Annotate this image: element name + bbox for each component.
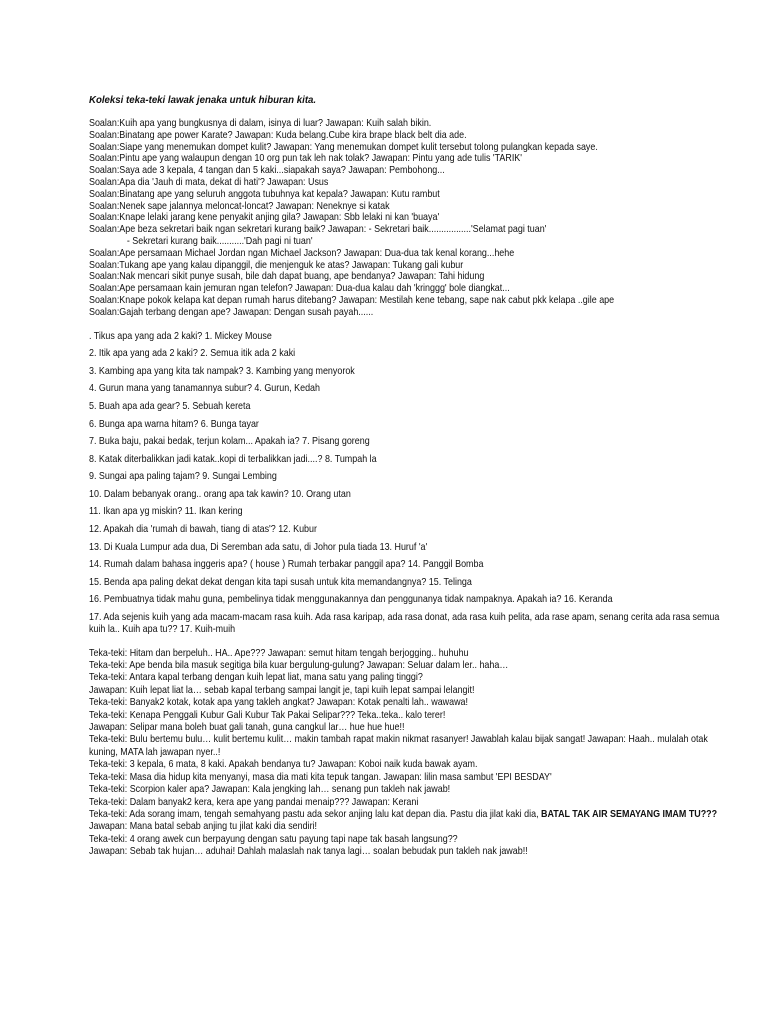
soalan-line: Soalan:Tukang ape yang kalau dipanggil, die menjenguk ke atas? Jawapan: Tukang gali kubur bbox=[89, 259, 464, 271]
numbered-item: 17. Ada sejenis kuih yang ada macam-macam rasa kuih. Ada rasa karipap, ada rasa donat, ada rasa kuih pelita, ada rase apam, senang cerita ada rasa semua kuih la.. Kuih apa tu?? 17. Kuih-muih bbox=[89, 612, 720, 636]
document-title: Koleksi teka-teki lawak jenaka untuk hiburan kita. bbox=[89, 94, 317, 106]
soalan-line: Soalan:Siape yang menemukan dompet kulit? Jawapan: Yang menemukan dompet kulit tersebut tolong pulangkan kepada saye. bbox=[89, 141, 598, 153]
numbered-item: 3. Kambing apa yang kita tak nampak? 3. Kambing yang menyorok bbox=[89, 365, 355, 377]
soalan-line: Soalan:Saya ade 3 kepala, 4 tangan dan 5 kaki...siapakah saya? Jawapan: Pembohong... bbox=[89, 165, 445, 177]
tekateki-line: Teka-teki: Dalam banyak2 kera, kera ape yang pandai menaip??? Jawapan: Kerani bbox=[89, 796, 419, 808]
tekateki-line: Teka-teki: 3 kepala, 6 mata, 8 kaki. Apakah bendanya tu? Jawapan: Koboi naik kuda bawak ayam. bbox=[89, 759, 478, 771]
soalan-line: Soalan:Pintu ape yang walaupun dengan 10 org pun tak leh nak tolak? Jawapan: Pintu yang ade tulis 'TARIK' bbox=[89, 153, 522, 165]
tekateki-text: Teka-teki: Ada sorang imam, tengah semahyang pastu ada sekor anjing lalu kat depan dia. Pastu dia jilat kaki dia, bbox=[89, 808, 542, 820]
numbered-item: 4. Gurun mana yang tanamannya subur? 4. Gurun, Kedah bbox=[89, 383, 321, 395]
numbered-item: 12. Apakah dia 'rumah di bawah, tiang di atas'? 12. Kubur bbox=[89, 524, 317, 536]
numbered-item: 13. Di Kuala Lumpur ada dua, Di Seremban ada satu, di Johor pula tiada 13. Huruf 'a' bbox=[89, 541, 428, 553]
tekateki-section bbox=[89, 648, 728, 859]
tekateki-line: Jawapan: Sebab tak hujan… aduhai! Dahlah malaslah nak tanya lagi… soalan bebudak pun takleh nak jawab!! bbox=[89, 846, 528, 858]
soalan-line: Soalan:Binatang ape yang seluruh anggota tubuhnya kat kepala? Jawapan: Kutu rambut bbox=[89, 188, 440, 200]
soalan-line: Soalan:Nenek sape jalannya meloncat-loncat? Jawapan: Neneknye si katak bbox=[89, 200, 390, 212]
numbered-section bbox=[89, 331, 728, 637]
soalan-line: Soalan:Nak mencari sikit punye susah, bile dah dapat buang, ape bendanya? Jawapan: Tahi hidung bbox=[89, 271, 485, 283]
tekateki-line: Teka-teki: Scorpion kaler apa? Jawapan: Kala jengking lah… senang pun takleh nak jawab! bbox=[89, 784, 451, 796]
soalan-line: Soalan:Ape persamaan kain jemuran ngan telefon? Jawapan: Dua-dua kalau dah 'kringgg' bole diangkat... bbox=[89, 283, 510, 295]
tekateki-line: Teka-teki: Masa dia hidup kita menyanyi, masa dia mati kita tepuk tangan. Jawapan: lilin masa sambut 'EPI BESDAY' bbox=[89, 771, 552, 783]
soalan-line: Soalan:Apa dia 'Jauh di mata, dekat di hati'? Jawapan: Usus bbox=[89, 176, 329, 188]
tekateki-answer: Jawapan: Mana batal sebab anjing tu jilat kaki dia sendiri! bbox=[89, 821, 318, 833]
tekateki-line: Teka-teki: Kenapa Penggali Kubur Gali Kubur Tak Pakai Selipar??? Teka..teka.. kalo terer! bbox=[89, 709, 446, 721]
tekateki-line: Jawapan: Selipar mana boleh buat gali tanah, guna cangkul lar… hue hue hue!! bbox=[89, 722, 405, 734]
tekateki-line: Teka-teki: Banyak2 kotak, kotak apa yang takleh angkat? Jawapan: Kotak penalti lah.. wawawa! bbox=[89, 697, 469, 709]
numbered-item: 8. Katak diterbalikkan jadi katak..kopi di terbalikkan jadi....? 8. Tumpah la bbox=[89, 453, 377, 465]
tekateki-line-imam bbox=[89, 809, 722, 834]
tekateki-line: Jawapan: Kuih lepat liat la… sebab kapal terbang sampai langit je, tapi kuih lepat sampai lelangit! bbox=[89, 684, 475, 696]
soalan-line: Soalan:Kuih apa yang bungkusnya di dalam, isinya di luar? Jawapan: Kuih salah bikin. bbox=[89, 118, 432, 129]
numbered-item: 10. Dalam bebanyak orang.. orang apa tak kawin? 10. Orang utan bbox=[89, 488, 351, 500]
numbered-item: 9. Sungai apa paling tajam? 9. Sungai Lembing bbox=[89, 471, 277, 483]
numbered-item: . Tikus apa yang ada 2 kaki? 1. Mickey Mouse bbox=[89, 330, 272, 342]
tekateki-bold-question: BATAL TAK AIR SEMAYANG IMAM TU??? bbox=[541, 808, 718, 820]
numbered-item: 14. Rumah dalam bahasa inggeris apa? ( house ) Rumah terbakar panggil apa? 14. Panggil Bomba bbox=[89, 559, 484, 571]
numbered-item: 16. Pembuatnya tidak mahu guna, pembelinya tidak menggunakannya dan penggunanya tidak nampaknya. Apakah ia? 16. Keranda bbox=[89, 594, 613, 606]
section-gap bbox=[89, 319, 728, 331]
soalan-line-indented: - Sekretari kurang baik...........'Dah pagi ni tuan' bbox=[126, 235, 313, 247]
numbered-item: 5. Buah apa ada gear? 5. Sebuah kereta bbox=[89, 400, 251, 412]
numbered-item: 15. Benda apa paling dekat dekat dengan kita tapi susah untuk kita memandangnya? 15. Telinga bbox=[89, 576, 472, 588]
tekateki-line: Teka-teki: 4 orang awek cun berpayung dengan satu payung tapi nape tak basah langsung?? bbox=[89, 833, 458, 845]
tekateki-line: Teka-teki: Bulu bertemu bulu… kulit bertemu kulit… makin tambah rapat makin nikmat rasanyer! Jawablah kalau bijak sangat! Jawapan: Haah.. mulalah otak kuning, MATA lah jawapan nyer..! bbox=[89, 734, 708, 758]
tekateki-line: Teka-teki: Hitam dan berpeluh.. HA.. Ape??? Jawapan: semut hitam tengah berjogging.. huhuhu bbox=[89, 647, 469, 659]
numbered-item: 7. Buka baju, pakai bedak, terjun kolam... Apakah ia? 7. Pisang goreng bbox=[89, 436, 370, 448]
tekateki-line: Teka-teki: Ape benda bila masuk segitiga bila kuar bergulung-gulung? Jawapan: Seluar dalam ler.. haha… bbox=[89, 660, 509, 672]
numbered-item: 11. Ikan apa yg miskin? 11. Ikan kering bbox=[89, 506, 243, 518]
numbered-item: 6. Bunga apa warna hitam? 6. Bunga tayar bbox=[89, 418, 259, 430]
numbered-item: 2. Itik apa yang ada 2 kaki? 2. Semua itik ada 2 kaki bbox=[89, 348, 296, 360]
soalan-line: Soalan:Binatang ape power Karate? Jawapan: Kuda belang.Cube kira brape black belt dia ade. bbox=[89, 129, 467, 141]
soalan-line: Soalan:Knape lelaki jarang kene penyakit anjing gila? Jawapan: Sbb lelaki ni kan 'buaya' bbox=[89, 212, 440, 224]
soalan-line: Soalan:Knape pokok kelapa kat depan rumah harus ditebang? Jawapan: Mestilah kene tebang, sape nak cabut pkk kelapa ..gile ape bbox=[89, 294, 615, 306]
soalan-line: Soalan:Gajah terbang dengan ape? Jawapan: Dengan susah payah...... bbox=[89, 306, 374, 318]
soalan-section bbox=[89, 118, 728, 319]
soalan-line: Soalan:Ape persamaan Michael Jordan ngan Michael Jackson? Jawapan: Dua-dua tak kenal korang...hehe bbox=[89, 247, 515, 259]
soalan-line: Soalan:Ape beza sekretari baik ngan sekretari kurang baik? Jawapan: - Sekretari baik.................'Selamat pagi tuan' bbox=[89, 224, 547, 236]
tekateki-line: Teka-teki: Antara kapal terbang dengan kuih lepat liat, mana satu yang paling tinggi? bbox=[89, 672, 423, 684]
